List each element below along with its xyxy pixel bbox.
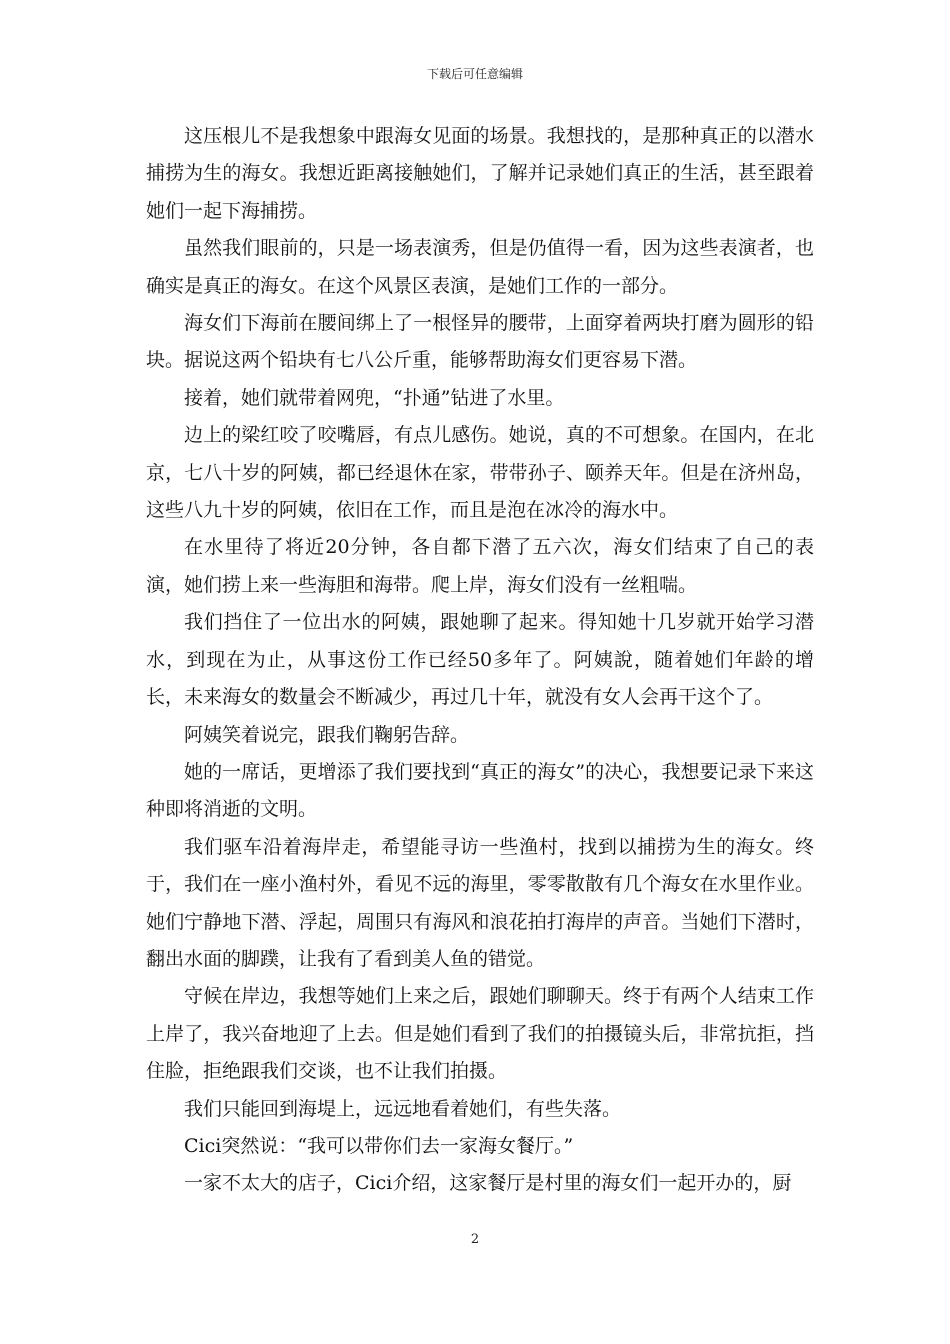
body-text (146, 118, 814, 1203)
paragraph: 这压根儿不是我想象中跟海女见面的场景。我想找的，是那种真正的以潜水捕捞为生的海女。我想近距离接触她们，了解并记录她们真正的生活，甚至跟着她们一起下海捕捞。 (146, 125, 814, 222)
paragraph: 虽然我们眼前的，只是一场表演秀，但是仍值得一看，因为这些表演者，也确实是真正的海女。在这个风景区表演，是她们工作的一部分。 (146, 237, 814, 297)
paragraph: 边上的梁红咬了咬嘴唇，有点儿感伤。她说，真的不可想象。在国内，在北京，七八十岁的阿姨，都已经退休在家，带带孙子、颐养天年。但是在济州岛，这些八九十岁的阿姨，依旧在工作，而且是泡在冰冷的海水中。 (146, 424, 814, 522)
paragraph: 她的一席话，更增添了我们要找到“真正的海女”的决心，我想要记录下来这种即将消逝的文明。 (146, 760, 814, 821)
paragraph: 接着，她们就带着网兜，“扑通”钻进了水里。 (184, 386, 565, 409)
page-number: 2 (470, 1232, 480, 1247)
paragraph: 守候在岸边，我想等她们上来之后，跟她们聊聊天。终于有两个人结束工作上岸了，我兴奋地迎了上去。但是她们看到了我们的拍摄镜头后，非常抗拒，挡住脸，拒绝跟我们交谈，也不让我们拍摄。 (146, 985, 814, 1083)
paragraph: 海女们下海前在腰间绑上了一根怪异的腰带，上面穿着两块打磨为圆形的铅块。据说这两个铅块有七八公斤重，能够帮助海女们更容易下潜。 (146, 312, 814, 372)
paragraph: Cici突然说：“我可以带你们去一家海女餐厅。” (184, 1134, 574, 1157)
paragraph: 阿姨笑着说完，跟我们鞠躬告辞。 (184, 723, 470, 746)
paragraph: 一家不太大的店子，Cici介绍，这家餐厅是村里的海女们一起开办的，厨 (184, 1172, 792, 1195)
page-header: 下载后可任意编辑 (426, 67, 523, 81)
paragraph: 我们挡住了一位出水的阿姨，跟她聊了起来。得知她十几岁就开始学习潜水，到现在为止，从事这份工作已经50多年了。阿姨說，随着她们年龄的增长，未来海女的数量会不断减少，再过几十年，就没有女人会再干这个了。 (146, 611, 814, 709)
paragraph: 我们驱车沿着海岸走，希望能寻访一些渔村，找到以捕捞为生的海女。终于，我们在一座小渔村外，看见不远的海里，零零散散有几个海女在水里作业。她们宁静地下潜、浮起，周围只有海风和浪花拍打海岸的声音。当她们下潜时，翻出水面的脚蹼，让我有了看到美人鱼的错觉。 (146, 835, 814, 970)
paragraph: 在水里待了将近20分钟，各自都下潜了五六次，海女们结束了自己的表演，她们捞上来一些海胆和海带。爬上岸，海女们没有一丝粗喘。 (146, 536, 814, 596)
paragraph: 我们只能回到海堤上，远远地看着她们，有些失落。 (184, 1097, 622, 1120)
